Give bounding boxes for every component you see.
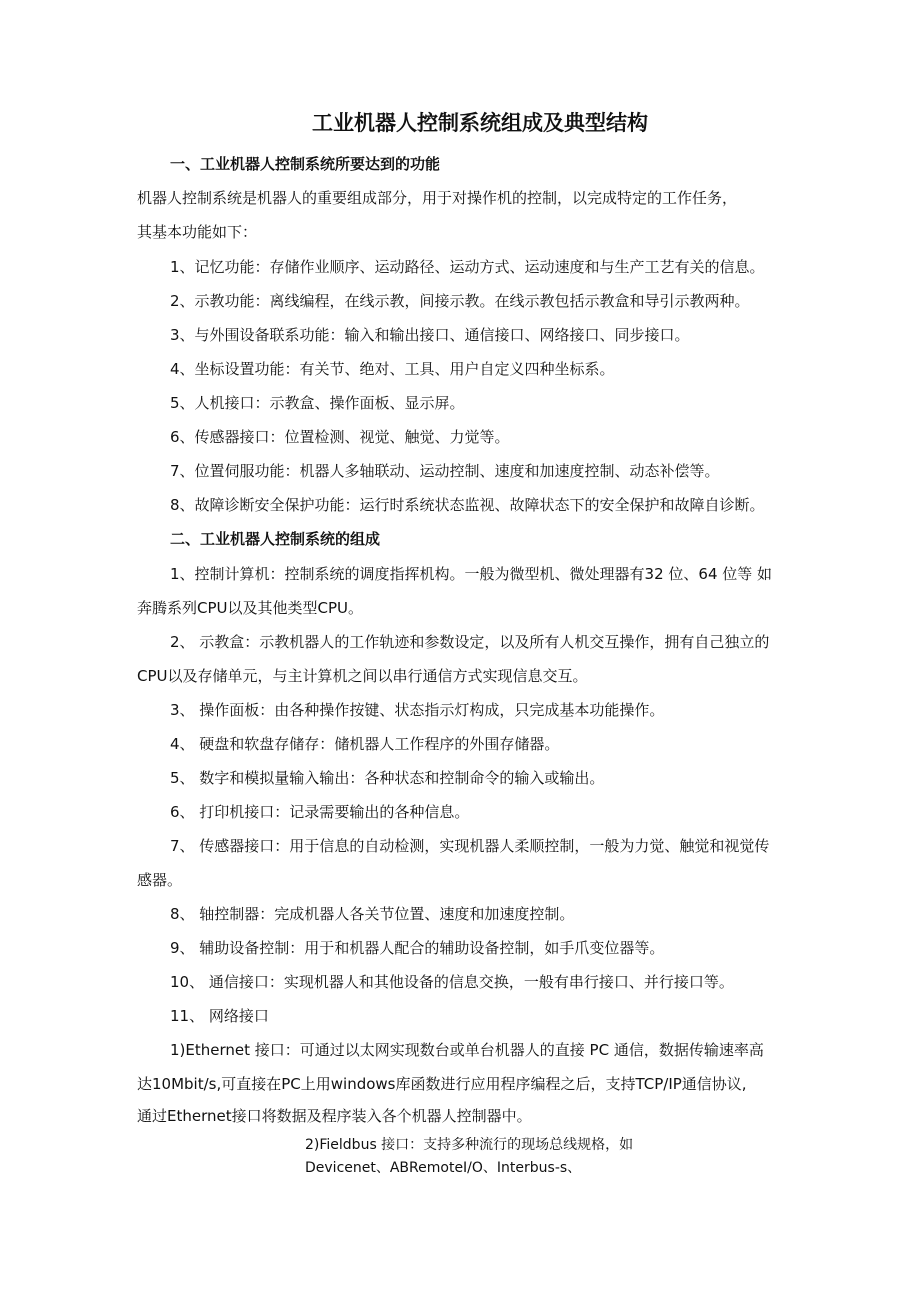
page-title: 工业机器人控制系统组成及典型结构 — [312, 111, 648, 135]
network-line: 通过Ethernet接口将数据及程序装入各个机器人控制器中。 — [137, 1107, 532, 1125]
component-line: CPU以及存储单元，与主计算机之间以串行通信方式实现信息交互。 — [137, 667, 588, 685]
component-line: 3、 操作面板：由各种操作按键、状态指示灯构成，只完成基本功能操作。 — [170, 701, 665, 719]
component-line: 感器。 — [137, 871, 183, 889]
section-2-heading: 二、工业机器人控制系统的组成 — [170, 530, 381, 548]
network-line: 1)Ethernet 接口：可通过以太网实现数台或单台机器人的直接 PC 通信，数据传输速率高 — [170, 1041, 764, 1059]
network-line: Devicenet、ABRemoteI/O、Interbus-s、 — [305, 1160, 582, 1176]
function-item-3: 3、与外围设备联系功能：输入和输出接口、通信接口、网络接口、同步接口。 — [170, 326, 690, 344]
network-line: 2)Fieldbus 接口：支持多种流行的现场总线规格，如 — [305, 1137, 634, 1153]
component-line: 4、 硬盘和软盘存储存：储机器人工作程序的外围存储器。 — [170, 735, 560, 753]
component-line: 1、控制计算机：控制系统的调度指挥机构。一般为微型机、微处理器有32 位、64 位等 如 — [170, 565, 773, 583]
component-line: 2、 示教盒：示教机器人的工作轨迹和参数设定，以及所有人机交互操作，拥有自己独立的 — [170, 633, 770, 651]
intro-line-1: 机器人控制系统是机器人的重要组成部分，用于对操作机的控制，以完成特定的工作任务， — [137, 189, 738, 207]
component-line: 9、 辅助设备控制：用于和机器人配合的辅助设备控制，如手爪变位器等。 — [170, 939, 665, 957]
component-line: 6、 打印机接口：记录需要输出的各种信息。 — [170, 803, 470, 821]
function-item-6: 6、传感器接口：位置检测、视觉、触觉、力觉等。 — [170, 428, 510, 446]
network-line: 达10Mbit/s,可直接在PC上用windows库函数进行应用程序编程之后，支持TCP/IP通信协议, — [137, 1075, 747, 1093]
component-line: 5、 数字和模拟量输入输出：各种状态和控制命令的输入或输出。 — [170, 769, 605, 787]
intro-line-2: 其基本功能如下： — [137, 223, 258, 241]
function-item-1: 1、记忆功能：存储作业顺序、运动路径、运动方式、运动速度和与生产工艺有关的信息。 — [170, 258, 765, 276]
component-line: 8、 轴控制器：完成机器人各关节位置、速度和加速度控制。 — [170, 905, 575, 923]
function-item-8: 8、故障诊断安全保护功能：运行时系统状态监视、故障状态下的安全保护和故障自诊断。 — [170, 496, 765, 514]
function-item-7: 7、位置伺服功能：机器人多轴联动、运动控制、速度和加速度控制、动态补偿等。 — [170, 462, 720, 480]
function-item-4: 4、坐标设置功能：有关节、绝对、工具、用户自定义四种坐标系。 — [170, 360, 615, 378]
component-line: 7、 传感器接口：用于信息的自动检测，实现机器人柔顺控制，一般为力觉、触觉和视觉传 — [170, 837, 770, 855]
component-line: 10、 通信接口：实现机器人和其他设备的信息交换，一般有串行接口、并行接口等。 — [170, 973, 734, 991]
component-line: 奔腾系列CPU以及其他类型CPU。 — [137, 599, 363, 617]
component-line: 11、 网络接口 — [170, 1007, 269, 1025]
function-item-2: 2、示教功能：离线编程，在线示教，间接示教。在线示教包括示教盒和导引示教两种。 — [170, 292, 750, 310]
section-1-heading: 一、工业机器人控制系统所要达到的功能 — [170, 155, 441, 173]
function-item-5: 5、人机接口：示教盒、操作面板、显示屏。 — [170, 394, 465, 412]
